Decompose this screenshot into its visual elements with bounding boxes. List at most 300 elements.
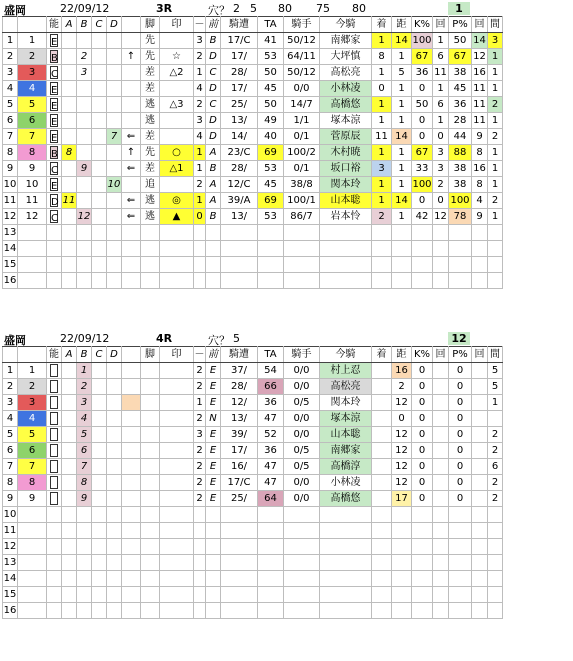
table-cell: [18, 555, 47, 571]
table-cell: 10: [3, 507, 18, 523]
table-cell: [141, 379, 160, 395]
race-tag: 1: [448, 2, 470, 15]
table-cell: [194, 507, 206, 523]
table-cell: [372, 257, 392, 273]
table-cell: [77, 33, 92, 49]
table-cell: [62, 81, 77, 97]
table-cell: [412, 523, 433, 539]
table-cell: B: [206, 209, 221, 225]
table-cell: 2: [194, 443, 206, 459]
table-cell: [433, 571, 449, 587]
column-header: 間: [488, 17, 503, 33]
table-cell: [62, 491, 77, 507]
table-cell: 1: [77, 363, 92, 379]
table-cell: [160, 129, 194, 145]
race-number: 3R: [156, 2, 173, 15]
table-cell: 差: [141, 129, 160, 145]
table-cell: [284, 571, 320, 587]
table-cell: 0/0: [284, 363, 320, 379]
table-cell: 100: [412, 33, 433, 49]
table-cell: [107, 395, 122, 411]
column-header: 今騎: [320, 17, 372, 33]
table-cell: [221, 257, 258, 273]
table-cell: [92, 113, 107, 129]
table-cell: 2: [194, 379, 206, 395]
table-cell: [77, 113, 92, 129]
table-row: [3, 363, 503, 379]
table-cell: [107, 523, 122, 539]
table-cell: [141, 491, 160, 507]
table-cell: 36: [258, 395, 284, 411]
table-cell: [206, 241, 221, 257]
table-cell: 25/: [221, 97, 258, 113]
column-header: B: [77, 347, 92, 363]
ability-box: [50, 428, 58, 441]
table-cell: △1: [160, 161, 194, 177]
table-cell: [107, 427, 122, 443]
table-cell: 1: [488, 49, 503, 65]
table-cell: 47: [258, 459, 284, 475]
table-cell: [449, 555, 472, 571]
race-block-3r: [2, 0, 571, 320]
table-cell: [433, 603, 449, 619]
table-cell: 12: [392, 475, 412, 491]
table-cell: 3: [194, 33, 206, 49]
table-cell: 0: [412, 475, 433, 491]
table-cell: 4: [194, 129, 206, 145]
table-cell: [92, 225, 107, 241]
table-cell: 0: [449, 379, 472, 395]
table-cell: 12: [18, 209, 47, 225]
table-cell: 4: [18, 411, 47, 427]
ability-box: [50, 178, 58, 191]
table-cell: [107, 507, 122, 523]
table-cell: [320, 273, 372, 289]
table-cell: [122, 225, 141, 241]
table-cell: 11: [3, 523, 18, 539]
table-cell: 2: [194, 491, 206, 507]
table-cell: 逃: [141, 193, 160, 209]
table-cell: 38: [449, 177, 472, 193]
table-cell: 2: [18, 379, 47, 395]
table-cell: 40: [258, 129, 284, 145]
table-cell: [472, 491, 488, 507]
table-cell: A: [206, 145, 221, 161]
table-row: [3, 427, 503, 443]
table-cell: 7: [77, 459, 92, 475]
table-cell: [92, 65, 107, 81]
table-cell: [141, 443, 160, 459]
table-cell: [77, 193, 92, 209]
table-cell: [472, 459, 488, 475]
table-cell: 1: [372, 113, 392, 129]
table-cell: [47, 363, 62, 379]
table-cell: 差: [141, 81, 160, 97]
table-cell: 14/7: [284, 97, 320, 113]
table-cell: 3: [77, 395, 92, 411]
table-cell: [47, 97, 62, 113]
table-cell: 0/1: [284, 129, 320, 145]
table-cell: [412, 225, 433, 241]
table-cell: [92, 129, 107, 145]
table-cell: [206, 523, 221, 539]
table-cell: [160, 241, 194, 257]
table-cell: 1: [488, 81, 503, 97]
table-cell: [160, 587, 194, 603]
table-cell: 1: [194, 161, 206, 177]
table-cell: [122, 459, 141, 475]
table-cell: [92, 241, 107, 257]
table-cell: [92, 475, 107, 491]
table-cell: [47, 241, 62, 257]
table-cell: 3: [433, 145, 449, 161]
table-cell: 16: [472, 161, 488, 177]
table-cell: 0: [433, 129, 449, 145]
table-cell: 8: [62, 145, 77, 161]
table-cell: [488, 571, 503, 587]
table-cell: [141, 459, 160, 475]
table-cell: [62, 555, 77, 571]
table-cell: 1: [372, 177, 392, 193]
table-cell: [160, 363, 194, 379]
table-row: [3, 523, 503, 539]
column-header-row: [3, 347, 503, 363]
ability-box: [50, 82, 58, 95]
table-cell: [122, 241, 141, 257]
table-cell: 3: [77, 65, 92, 81]
table-cell: 12: [3, 539, 18, 555]
table-cell: [141, 571, 160, 587]
column-header: 印: [160, 17, 194, 33]
table-cell: 1: [488, 145, 503, 161]
table-cell: [412, 257, 433, 273]
race-block-4r: [2, 330, 571, 661]
ability-box: [50, 98, 58, 111]
table-cell: [92, 603, 107, 619]
table-row: [3, 177, 503, 193]
table-cell: [62, 65, 77, 81]
table-cell: 69: [258, 193, 284, 209]
table-cell: ▲: [160, 209, 194, 225]
table-cell: [47, 555, 62, 571]
table-cell: [412, 507, 433, 523]
table-cell: [77, 571, 92, 587]
table-cell: [284, 257, 320, 273]
table-cell: E: [206, 395, 221, 411]
table-row: [3, 161, 503, 177]
table-cell: 41: [258, 33, 284, 49]
table-cell: [107, 97, 122, 113]
table-cell: 45: [449, 81, 472, 97]
table-cell: [372, 475, 392, 491]
table-cell: [449, 273, 472, 289]
table-cell: 17: [392, 491, 412, 507]
table-cell: E: [206, 475, 221, 491]
table-cell: 38/8: [284, 177, 320, 193]
table-row: [3, 395, 503, 411]
table-cell: [221, 241, 258, 257]
table-cell: 10: [3, 177, 18, 193]
table-cell: [284, 273, 320, 289]
table-cell: 2: [194, 363, 206, 379]
table-cell: [488, 539, 503, 555]
table-cell: E: [206, 363, 221, 379]
table-cell: 0: [412, 395, 433, 411]
table-cell: 0: [412, 427, 433, 443]
table-cell: [122, 523, 141, 539]
ability-grade: E: [51, 117, 58, 128]
table-cell: 69: [258, 145, 284, 161]
table-cell: [47, 539, 62, 555]
table-cell: [122, 379, 141, 395]
table-cell: [62, 507, 77, 523]
table-cell: 16: [3, 273, 18, 289]
table-cell: 1: [392, 113, 412, 129]
column-header: 回: [433, 17, 449, 33]
table-cell: [62, 459, 77, 475]
table-cell: 1: [194, 145, 206, 161]
table-cell: [107, 81, 122, 97]
table-cell: 2: [3, 379, 18, 395]
table-cell: [62, 475, 77, 491]
table-cell: [206, 571, 221, 587]
table-row: [3, 273, 503, 289]
table-cell: ☆: [160, 49, 194, 65]
table-cell: [18, 507, 47, 523]
table-cell: 0/0: [284, 411, 320, 427]
table-cell: [412, 241, 433, 257]
table-cell: 12: [392, 395, 412, 411]
table-cell: 17/: [221, 49, 258, 65]
table-cell: [449, 539, 472, 555]
table-row: [3, 49, 503, 65]
column-header: 間: [488, 347, 503, 363]
table-cell: [47, 257, 62, 273]
table-cell: [372, 379, 392, 395]
table-cell: 28/: [221, 65, 258, 81]
table-cell: 0: [449, 475, 472, 491]
table-cell: [258, 587, 284, 603]
table-cell: [107, 587, 122, 603]
table-cell: 0: [194, 209, 206, 225]
table-cell: [372, 555, 392, 571]
column-header: P%: [449, 347, 472, 363]
table-cell: 2: [77, 49, 92, 65]
table-cell: 50: [258, 97, 284, 113]
table-cell: 53: [258, 209, 284, 225]
table-cell: 1: [433, 81, 449, 97]
table-cell: [122, 411, 141, 427]
column-header: 印: [160, 347, 194, 363]
table-cell: 0/5: [284, 395, 320, 411]
table-cell: 1: [194, 65, 206, 81]
table-cell: 8: [472, 177, 488, 193]
table-cell: 50/12: [284, 33, 320, 49]
header-num: 75: [316, 2, 330, 15]
table-cell: ⇐: [122, 129, 141, 145]
table-cell: [92, 459, 107, 475]
table-cell: [92, 539, 107, 555]
table-cell: 0: [412, 459, 433, 475]
table-cell: [47, 129, 62, 145]
table-cell: [221, 555, 258, 571]
table-cell: 11: [472, 113, 488, 129]
table-cell: D: [206, 49, 221, 65]
table-cell: [412, 571, 433, 587]
table-cell: [412, 539, 433, 555]
table-cell: [372, 571, 392, 587]
table-cell: 1: [194, 395, 206, 411]
table-cell: 差: [141, 65, 160, 81]
table-cell: 49: [258, 113, 284, 129]
table-cell: [122, 539, 141, 555]
table-cell: 17/: [221, 81, 258, 97]
column-header: 今騎: [320, 347, 372, 363]
table-cell: [141, 395, 160, 411]
table-row: [3, 571, 503, 587]
table-cell: [433, 427, 449, 443]
table-cell: 67: [449, 49, 472, 65]
table-cell: [372, 443, 392, 459]
table-cell: C: [206, 65, 221, 81]
table-cell: 2: [194, 411, 206, 427]
table-cell: 2: [488, 129, 503, 145]
table-cell: [194, 603, 206, 619]
table-cell: 0/0: [284, 491, 320, 507]
table-cell: [18, 523, 47, 539]
table-cell: 0: [412, 193, 433, 209]
table-cell: 38: [449, 65, 472, 81]
table-cell: 0: [412, 363, 433, 379]
table-row: [3, 257, 503, 273]
table-cell: [141, 475, 160, 491]
table-cell: 47: [258, 475, 284, 491]
table-cell: 9: [472, 209, 488, 225]
table-cell: [392, 523, 412, 539]
table-cell: 39/: [221, 427, 258, 443]
table-cell: [107, 65, 122, 81]
table-cell: 50: [412, 97, 433, 113]
table-cell: [412, 587, 433, 603]
header-num: 5: [250, 2, 257, 15]
table-cell: [472, 523, 488, 539]
table-row: [3, 411, 503, 427]
table-cell: 2: [194, 49, 206, 65]
table-cell: [433, 225, 449, 241]
table-cell: 2: [488, 443, 503, 459]
table-cell: ◎: [160, 193, 194, 209]
table-cell: [107, 145, 122, 161]
table-cell: 12: [392, 443, 412, 459]
table-cell: 1: [372, 193, 392, 209]
table-cell: [320, 257, 372, 273]
table-cell: [92, 193, 107, 209]
table-cell: 0: [412, 113, 433, 129]
table-cell: 50: [449, 33, 472, 49]
column-header: TA: [258, 17, 284, 33]
column-header: C: [92, 17, 107, 33]
table-cell: [160, 225, 194, 241]
ability-box: [50, 66, 58, 79]
table-cell: [122, 273, 141, 289]
table-cell: 17/: [221, 443, 258, 459]
table-cell: [258, 273, 284, 289]
table-cell: [488, 603, 503, 619]
table-cell: [258, 241, 284, 257]
table-cell: 3: [3, 395, 18, 411]
table-cell: [141, 555, 160, 571]
table-cell: 1: [392, 49, 412, 65]
table-cell: [320, 603, 372, 619]
table-cell: [47, 161, 62, 177]
table-cell: 高橋淳: [320, 459, 372, 475]
table-cell: [141, 603, 160, 619]
table-cell: 47: [258, 411, 284, 427]
table-cell: [160, 443, 194, 459]
table-cell: [62, 257, 77, 273]
column-header: 騎遭: [221, 17, 258, 33]
table-cell: 2: [488, 491, 503, 507]
table-cell: [107, 459, 122, 475]
table-cell: 3: [18, 395, 47, 411]
table-cell: 山本聡: [320, 193, 372, 209]
column-header: P%: [449, 17, 472, 33]
table-cell: 66: [258, 379, 284, 395]
table-cell: [412, 555, 433, 571]
race-date: 22/09/12: [60, 332, 110, 345]
table-cell: [258, 571, 284, 587]
table-cell: [392, 539, 412, 555]
table-cell: [194, 257, 206, 273]
table-cell: [160, 379, 194, 395]
table-cell: 0: [449, 427, 472, 443]
table-cell: [433, 395, 449, 411]
table-cell: ○: [160, 145, 194, 161]
ability-grade: E: [51, 85, 58, 96]
table-cell: [488, 411, 503, 427]
column-header: 回: [472, 347, 488, 363]
table-cell: 78: [449, 209, 472, 225]
table-cell: [122, 395, 141, 411]
table-cell: [449, 603, 472, 619]
table-cell: [107, 555, 122, 571]
table-cell: 3: [488, 33, 503, 49]
table-cell: [122, 427, 141, 443]
column-header: K%: [412, 347, 433, 363]
column-header: 脚: [141, 17, 160, 33]
table-cell: [258, 257, 284, 273]
table-cell: [47, 113, 62, 129]
table-cell: [122, 491, 141, 507]
table-cell: 11: [472, 81, 488, 97]
table-cell: [160, 113, 194, 129]
table-cell: 1: [392, 145, 412, 161]
table-cell: [472, 571, 488, 587]
table-cell: [433, 443, 449, 459]
table-cell: [92, 257, 107, 273]
table-cell: [372, 363, 392, 379]
table-cell: [77, 145, 92, 161]
table-cell: E: [206, 443, 221, 459]
table-cell: 7: [18, 129, 47, 145]
table-cell: 13: [3, 555, 18, 571]
table-cell: [141, 539, 160, 555]
table-cell: 5: [488, 363, 503, 379]
table-cell: [372, 411, 392, 427]
table-cell: [433, 587, 449, 603]
table-cell: [47, 81, 62, 97]
ability-box: [50, 50, 58, 63]
